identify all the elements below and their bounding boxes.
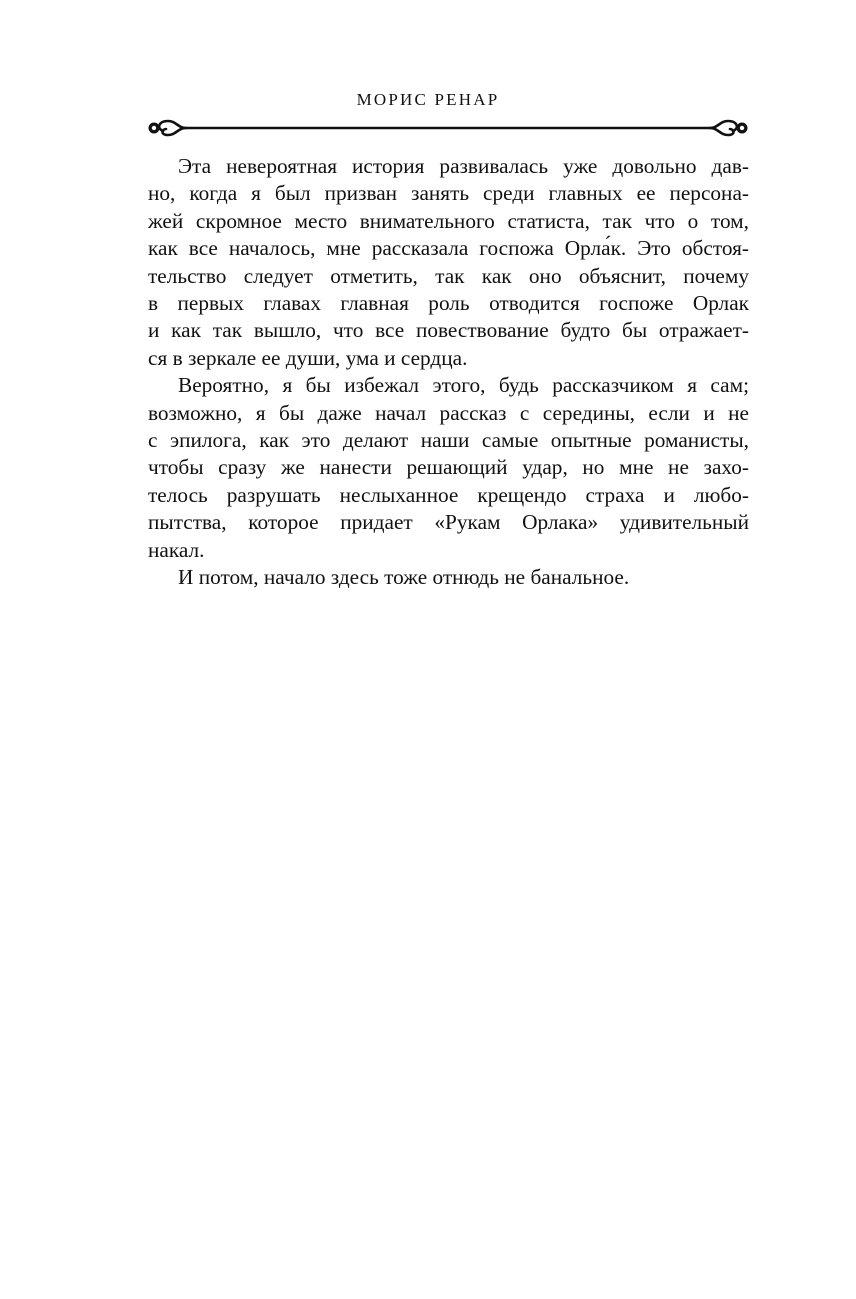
flourish-rule-icon: [146, 116, 750, 140]
text-line: чтобы сразу же нанести решающий удар, но мне не захо-: [148, 455, 749, 480]
text-line: жей скромное место внимательного статиста, так что о том,: [148, 208, 749, 233]
text-line: но, когда я был призван занять среди главных ее персона-: [148, 181, 749, 206]
text-line: Вероятно, я бы избежал этого, будь рассказчиком я сам;: [178, 373, 749, 398]
text-line: возможно, я бы даже начал рассказ с середины, если и не: [148, 400, 749, 425]
text-line: с эпилога, как это делают наши самые опытные романисты,: [148, 428, 749, 453]
running-head: МОРИС РЕНАР: [356, 90, 500, 109]
text-line: пытства, которое придает «Рукам Орлака» удивительный: [148, 510, 749, 535]
text-line: телось разрушать неслыханное крещендо страха и любо-: [148, 482, 749, 507]
text-line: и как так вышло, что все повествование будто бы отражает-: [148, 318, 749, 343]
text-line: ся в зеркале ее души, ума и сердца.: [148, 345, 468, 370]
text-line: в первых главах главная роль отводится госпоже Орлак: [148, 291, 749, 316]
text-line: накал.: [148, 537, 205, 562]
text-line: И потом, начало здесь тоже отнюдь не банальное.: [178, 565, 630, 590]
paragraph-2: [148, 372, 749, 564]
text-line: как все началось, мне рассказала госпожа Орла́к. Это обстоя-: [148, 236, 749, 261]
text-line: Эта невероятная история развивалась уже довольно дав-: [178, 154, 749, 178]
paragraph-3: [148, 564, 749, 591]
text-line: тельство следует отметить, так как оно объяснит, почему: [148, 263, 749, 288]
body-text: [148, 153, 749, 592]
paragraph-1: [148, 153, 749, 372]
